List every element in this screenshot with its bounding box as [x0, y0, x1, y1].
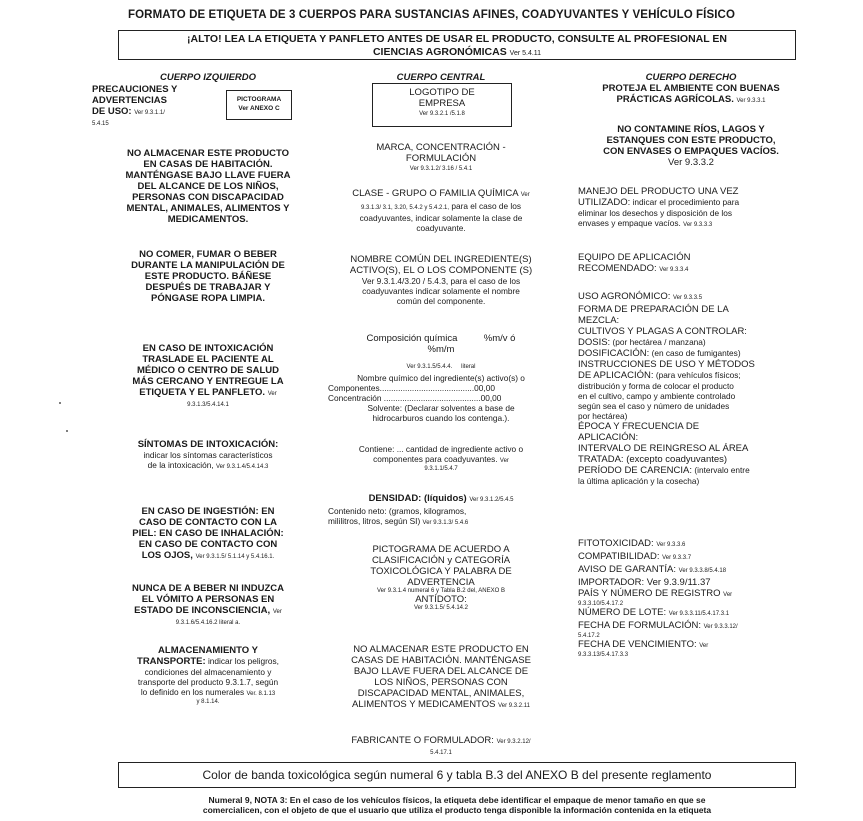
warning-line-2: CIENCIAS AGRONÓMICAS Ver 5.4.11: [372, 46, 542, 58]
document-title: FORMATO DE ETIQUETA DE 3 CUERPOS PARA SUSTANCIAS AFINES, COADYUVANTES Y VEHÍCULO FÍSICO: [128, 9, 735, 21]
application-equipment: EQUIPO DE APLICACIÓN RECOMENDADO: Ver 9.3.3.4: [578, 252, 691, 274]
storage-transport: ALMACENAMIENTO Y TRANSPORTE: indicar los peligros, condiciones del almacenamiento y transporte del producto 9.3.1.7, según lo definido en los numerales Ver. 8.1.13 y 8.1.14.: [137, 645, 279, 705]
center-header: CUERPO CENTRAL: [396, 72, 486, 83]
scan-speck: [66, 430, 68, 432]
density-net-content: DENSIDAD: (líquidos) Ver 9.3.1.2/5.4.5 Contenido neto: (gramos, kilogramos, mililitros, litros, según SI) Ver 9.3.1.3/ 5.4.6: [328, 493, 514, 526]
content-declaration: Contiene: ... cantidad de ingrediente activo o componentes para coadyuvantes. Ver 9.3.1.1/5.4.7: [358, 444, 524, 472]
intoxication-instructions: EN CASO DE INTOXICACIÓN TRASLADE EL PACIENTE AL MÉDICO O CENTRO DE SALUD MÁS CERCANO Y ENTREGUE LA ETIQUETA Y EL PANFLETO. Ver 9.3.1.3/5.4.14.1: [132, 343, 284, 408]
product-disposal: MANEJO DEL PRODUCTO UNA VEZ UTILIZADO: indicar el procedimiento para eliminar los desechos y disposición de los envases y empaque vacíos. Ver 9.3.3.3: [578, 186, 740, 228]
pictogram-box: PICTOGRAMA Ver ANEXO C: [226, 90, 292, 120]
precautions-heading: PRECAUCIONES Y ADVERTENCIAS DE USO: Ver 9.3.1.1/ 5.4.15: [92, 84, 178, 127]
active-ingredient-name: NOMBRE COMÚN DEL INGREDIENTE(S) ACTIVO(S), EL O LOS COMPONENTE (S) Ver 9.3.1.4/3.20 / 5.4.3, para el caso de los coadyuvantes indicar solamente el nombre común del componente.: [349, 254, 533, 306]
left-header: CUERPO IZQUIERDO: [159, 72, 257, 83]
handling-warning: NO COMER, FUMAR O BEBER DURANTE LA MANIPULACIÓN DE ESTE PRODUCTO. BÁÑESE DESPUÉS DE TRABAJAR Y PÓNGASE ROPA LIMPIA.: [131, 249, 285, 304]
water-contamination-warning: NO CONTAMINE RÍOS, LAGOS Y ESTANQUES CON ESTE PRODUCTO, CON ENVASES O EMPAQUES VACÍOS. Ver 9.3.3.2: [603, 124, 779, 168]
ingestion-contact-instructions: EN CASO DE INGESTIÓN: EN CASO DE CONTACTO CON LA PIEL: EN CASO DE INHALACIÓN: EN CASO DE CONTACTO CON LOS OJOS, Ver 9.3.1.5/ 5.1.14 y 5.4.16.1.: [132, 506, 284, 561]
manufacturer: FABRICANTE O FORMULADOR: Ver 9.3.2.12/ 5.4.17.1: [351, 735, 531, 756]
scan-speck: [59, 402, 61, 404]
warning-box: [118, 30, 796, 60]
vomit-warning: NUNCA DE A BEBER NI INDUZCA EL VÓMITO A PERSONAS EN ESTADO DE INCONSCIENCIA, Ver 9.3.1.6/5.4.16.2 literal a.: [132, 583, 284, 626]
warning-line-1: ¡ALTO! LEA LA ETIQUETA Y PANFLETO ANTES DE USAR EL PRODUCTO, CONSULTE AL PROFESIONAL EN: [186, 33, 727, 45]
pictogram-classification: PICTOGRAMA DE ACUERDO A CLASIFICACIÓN y CATEGORÍA TOXICOLÓGICA Y PALABRA DE ADVERTENCIA Ver 9.3.1.4 numeral 6 y Tabla B.2 del, ANEXO B ANTÍDOTO: Ver 9.3.1.5/ 5.4.14.2: [370, 544, 512, 611]
storage-warning: NO ALMACENAR ESTE PRODUCTO EN CASAS DE HABITACIÓN. MANTÉNGASE BAJO LLAVE FUERA DEL ALCANCE DE LOS NIÑOS, PERSONAS CON DISCAPACIDAD MENTAL, ANIMALES, ALIMENTOS Y MEDICAMENTOS.: [125, 148, 291, 225]
chemical-composition: Composición química %m/v ó %m/m Ver 9.3.1.5/5.4.4. literal Nombre químico del ingrediente(s) activo(s) o Componentes.........................................00,00 Concentración ..........................................00,00 Solvente: (Declarar solventes a base de hidrocarburos cuando los contenga.).: [328, 333, 525, 423]
right-header: CUERPO DERECHO: [645, 72, 737, 83]
toxicology-band-box: Color de banda toxicológica según numeral 6 y tabla B.3 del ANEXO B del presente reglamento: [118, 762, 796, 788]
brand-concentration: MARCA, CONCENTRACIÓN - FORMULACIÓN Ver 9.3.1.2/ 3.16 / 5.4.1: [376, 142, 506, 172]
agronomic-use: USO AGRONÓMICO: Ver 9.3.3.5 FORMA DE PREPARACIÓN DE LA MEZCLA: CULTIVOS Y PLAGAS A CONTROLAR: DOSIS: (por hectárea / manzana) DOSIFICACIÓN: (en caso de fumigantes) INSTRUCCIONES DE USO Y MÉTODOS DE APLICACIÓN: (para vehículos físicos; distribución y forma de colocar el producto en el cultivo, campo y ambiente controlado según sea el caso y número de unidades por hectárea) ÉPOCA Y FRECUENCIA DE APLICACIÓN: INTERVALO DE REINGRESO AL ÁREA TRATADA: (excepto coadyuvantes) PERÍODO DE CARENCIA: (intervalo entre la última aplicación y la cosecha): [578, 291, 755, 486]
footnote: Numeral 9, NOTA 3: En el caso de los vehículos físicos, la etiqueta debe identificar el empaque de menor tamaño en que se comercialicen, con el objeto de que el usuario que utiliza el producto tenga disponible la información contenida en la etiqueta: [202, 795, 712, 815]
storage-warning-center: NO ALMACENAR ESTE PRODUCTO EN CASAS DE HABITACIÓN. MANTÉNGASE BAJO LLAVE FUERA DEL ALCANCE DE LOS NIÑOS, PERSONAS CON DISCAPACIDAD MENTAL, ANIMALES, ALIMENTOS Y MEDICAMENTOS Ver 9.3.2.11: [351, 644, 531, 710]
registration-details: FITOTOXICIDAD: Ver 9.3.3.6 COMPATIBILIDAD: Ver 9.3.3.7 AVISO DE GARANTÍA: Ver 9.3.3.8/5.4.18 IMPORTADOR: Ver 9.3.9/11.37 PAÍS Y NÚMERO DE REGISTRO Ver 9.3.3.10/5.4.17.2 NÚMERO DE LOTE: Ver 9.3.3.11/5.4.17.3.1 FECHA DE FORMULACIÓN: Ver 9.3.3.12/ 5.4.17.2 FECHA DE VENCIMIENTO: Ver 9.3.3.13/5.4.17.3.3: [578, 538, 738, 658]
environment-protection: PROTEJA EL AMBIENTE CON BUENAS PRÁCTICAS AGRÍCOLAS. Ver 9.3.3.1: [602, 83, 780, 105]
company-logo-box: LOGOTIPO DE EMPRESA Ver 9.3.2.1 /5.1.8: [372, 83, 512, 127]
chemical-class: CLASE - GRUPO O FAMILIA QUÍMICA Ver 9.3.1.3/ 3.1, 3.20, 5.4.2 y 5.4.2.1, para el caso de los coadyuvantes, indicar solamente la clase de coadyuvante.: [352, 188, 530, 233]
intoxication-symptoms: SÍNTOMAS DE INTOXICACIÓN: indicar los síntomas característicos de la intoxicación, Ver 9.3.1.4/5.4.14.3: [137, 439, 279, 470]
